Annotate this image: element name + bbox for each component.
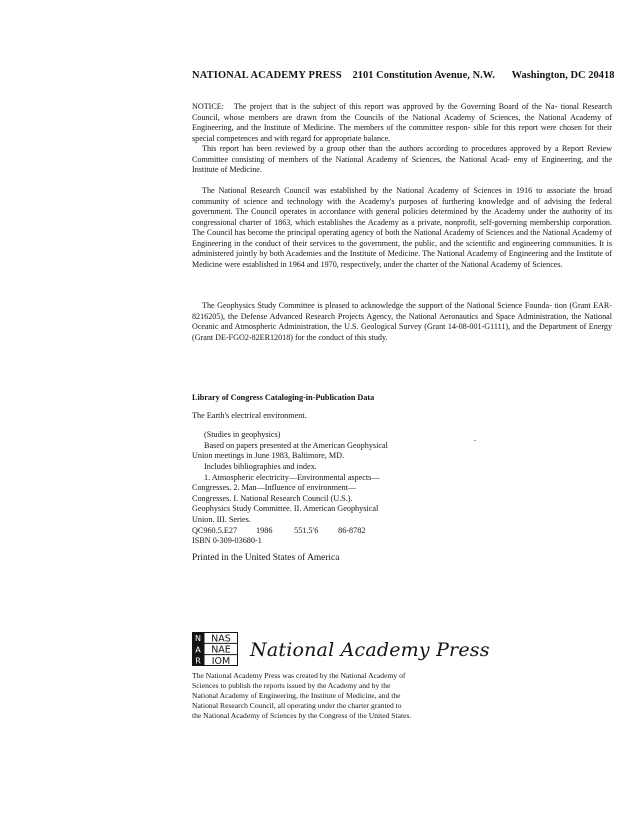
notice-section <box>192 102 612 176</box>
review-line: This report has been reviewed by a group other than the authors according to procedures approved by a <box>202 144 559 154</box>
press-note-line: Sciences to publish the reports issued by the Academy and by the <box>192 680 391 690</box>
publisher-city: Washington, DC 20418 <box>511 70 615 81</box>
nrc-line: Academy of Sciences. <box>490 259 563 269</box>
nrc-section <box>192 186 612 270</box>
monogram-letter: R <box>195 656 201 666</box>
ack-line: The Geophysics Study Committee is pleased to acknowledge the support of the National Science Founda- <box>202 301 552 310</box>
acknowledgement-section <box>192 301 612 343</box>
publisher-header <box>192 70 615 81</box>
nrc-line: Institute of Medicine were established in 1964 and 1970, respectively, under the charter of the National <box>192 249 612 269</box>
cip-year: 1986 <box>256 525 273 535</box>
acknowledgement-paragraph <box>192 301 612 343</box>
ack-line: (Grant 14-08-001-G1111), and the Department of Energy (Grant DE-FGO2-82ER12018) for the conduct of <box>192 322 612 342</box>
ack-line: Space Administration, the National Oceanic and Atmospheric Administration, the U.S. Geological Survey <box>192 311 612 332</box>
nrc-paragraph <box>192 186 612 270</box>
cip-call-number-row <box>192 526 452 537</box>
nrc-line: jointly by both Academies and the Institute of Medicine. The National Academy of Engineering and the <box>236 249 575 259</box>
notice-line: tional Research Council, whose members are drawn from the Councils of the National Academy of Sciences, <box>192 102 612 122</box>
press-note-line: National Research Council, all operating under the charter granted to <box>192 700 402 710</box>
cip-subject-line: 1. Atmospheric electricity—Environmental aspects— <box>204 472 380 482</box>
notice-line: the National Academy of Engineering, and the Institute of Medicine. The members of the committee respon- <box>192 112 612 133</box>
press-note-line: National Academy of Engineering, the Institute of Medicine, and the <box>192 690 401 700</box>
nrc-line: the broad community of science and technology with the Academy's purposes of furthering knowledge and of <box>192 186 612 206</box>
notice-label: NOTICE: <box>192 102 224 111</box>
press-note <box>192 671 462 721</box>
cataloging-data <box>192 393 452 547</box>
nrc-line: Academy under the authority of its congressional charter of 1863, which establishes the Academy as a private, <box>192 207 612 227</box>
cip-based-on-line: Union meetings in June 1983, Baltimore, MD. <box>192 451 345 461</box>
monogram-word: IOM <box>211 655 231 666</box>
cip-subject-line: Congresses. 2. Man—Influence of environment— <box>192 483 357 493</box>
cip-dewey: 551.5′6 <box>294 525 319 535</box>
cip-series-note: (Studies in geophysics) <box>204 430 281 440</box>
publisher-name: NATIONAL ACADEMY PRESS <box>192 70 342 81</box>
cip-lccn: 86-8782 <box>338 525 366 535</box>
notice-paragraph <box>192 102 612 144</box>
review-line: emy of Engineering, and the Institute of Medicine. <box>192 154 612 175</box>
notice-line: sible for this report were chosen for their special competences and with regard for appropriate balance. <box>192 123 613 143</box>
nrc-line: services to the government, the public, and the scientific and engineering communities. It is administered <box>192 238 612 259</box>
cip-subject-line: Congresses. I. National Research Council (U.S.). <box>192 493 353 503</box>
scan-speck <box>474 440 476 441</box>
notice-line: The project that is the subject of this report was approved by the Governing Board of the Na- <box>233 102 558 111</box>
nrc-line: nonprofit, self-governing membership corporation. The Council has become the principal operating agency <box>192 217 612 238</box>
cip-book-title: The Earth's electrical environment. <box>192 410 307 420</box>
cip-call-number: QC960.5.E27 <box>192 525 238 535</box>
nap-logo <box>192 632 492 666</box>
nap-wordmark: National Academy Press <box>250 639 490 661</box>
review-line: Report Review Committee consisting of members of the National Academy of Sciences, the National Acad- <box>192 144 612 164</box>
nrc-line: of both the National Academy of Sciences and the National Academy of Engineering in the conduct of their <box>192 228 612 248</box>
cip-subject-line: Geophysics Study Committee. II. American Geophysical <box>192 504 379 514</box>
nap-monogram-icon <box>192 632 238 666</box>
printed-in-notice: Printed in the United States of America <box>192 553 340 563</box>
publisher-address: 2101 Constitution Avenue, N.W. <box>352 70 495 81</box>
ack-line: this study. <box>354 332 388 342</box>
press-note-line: the National Academy of Sciences by the Congress of the United States. <box>192 710 412 720</box>
cip-isbn: ISBN 0-309-03680-1 <box>192 536 262 546</box>
monogram-letter: N <box>195 634 201 643</box>
review-paragraph <box>192 144 612 176</box>
cip-subject-line: Union. III. Series. <box>192 514 251 524</box>
cip-based-on-line: Based on papers presented at the American Geophysical <box>204 440 388 450</box>
monogram-word: NAS <box>211 633 231 645</box>
ack-line: tion (Grant EAR-8216205), the Defense Advanced Research Projects Agency, the National Aeronautics and <box>192 301 612 321</box>
monogram-letter: A <box>195 645 201 655</box>
cip-title: Library of Congress Cataloging-in-Publication Data <box>192 393 375 402</box>
press-note-line: The National Academy Press was created by the National Academy of <box>192 671 406 680</box>
monogram-word: NAE <box>211 644 231 656</box>
cip-includes: Includes bibliographies and index. <box>204 461 317 471</box>
nrc-line: The National Research Council was established by the National Academy of Sciences in 1916 to associate <box>202 186 576 195</box>
nrc-line: advising the federal government. The Council operates in accordance with general policies determined by the <box>192 196 612 217</box>
